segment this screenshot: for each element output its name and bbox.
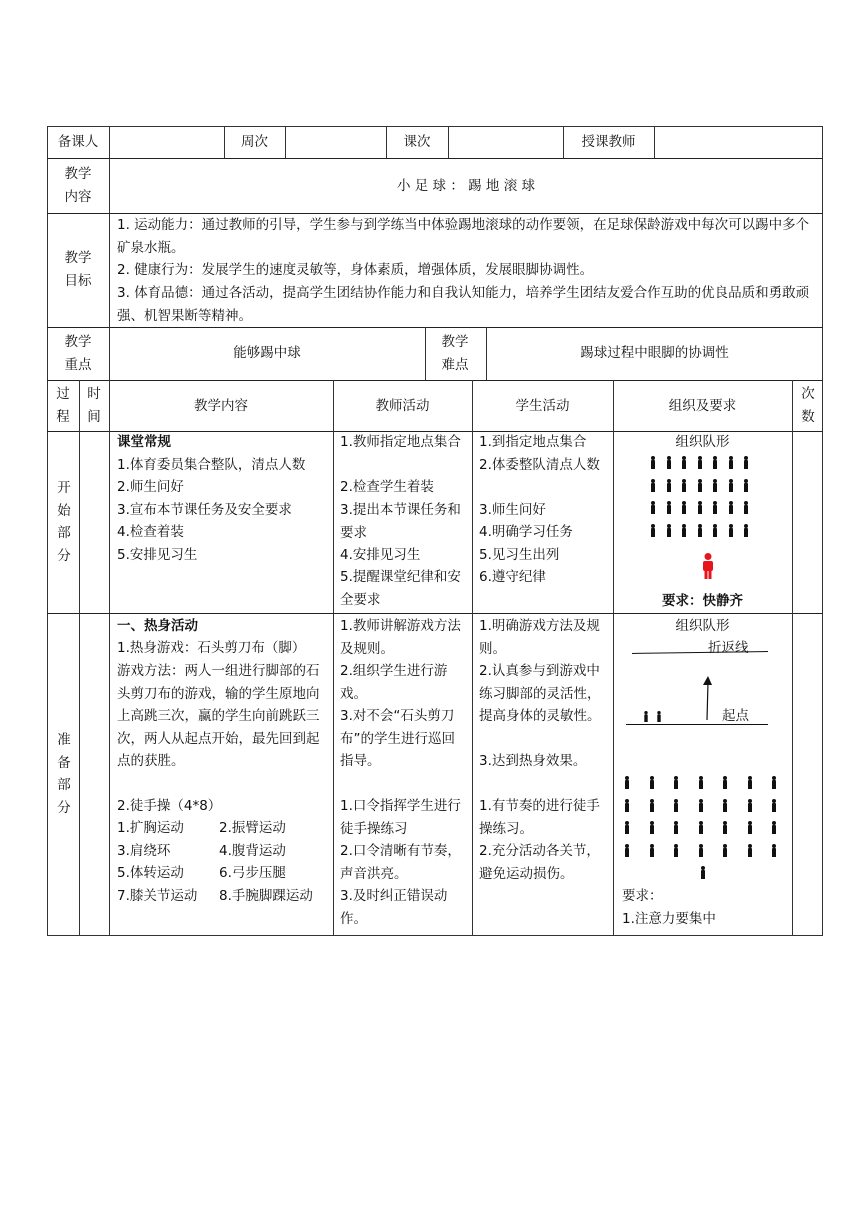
start-line-label: 起点 (722, 708, 749, 724)
student-person-icon (712, 479, 718, 492)
prep-formation (624, 776, 784, 886)
student-person-icon (771, 821, 777, 834)
student-person-icon (698, 821, 704, 834)
start-student-item: 1.到指定地点集合 (479, 434, 587, 450)
student-person-icon (712, 501, 718, 514)
prep-teacher-item: 1.口令指挥学生进行徒手操练习 (340, 798, 461, 837)
teacher-label: 授课教师 (581, 134, 636, 150)
content-label: 教学内容 (64, 166, 92, 205)
start-teacher-item: 1.教师指定地点集合 (340, 434, 461, 450)
session-label: 课次 (403, 134, 431, 150)
student-person-icon (666, 456, 672, 469)
student-person-icon (697, 524, 703, 537)
student-person-icon (728, 479, 734, 492)
start-content-title: 课堂常规 (117, 434, 171, 450)
start-org-title: 组织队形 (675, 434, 730, 450)
col-time: 时间 (87, 386, 101, 425)
exercise-item: 2.振臂运动 (219, 820, 286, 836)
student-person-icon (666, 524, 672, 537)
student-person-icon (771, 799, 777, 812)
col-student: 学生活动 (515, 398, 570, 414)
student-person-icon (666, 479, 672, 492)
exercise-item: 7.膝关节运动 (117, 888, 198, 904)
prep-teacher-item: 3.对不会“石头剪刀布”的学生进行巡回指导。 (340, 708, 455, 769)
exercise-item: 5.体转运动 (117, 865, 184, 881)
turn-line-label: 折返线 (708, 640, 749, 656)
student-person-icon (712, 456, 718, 469)
student-person-icon (747, 844, 753, 857)
student-person-icon (728, 524, 734, 537)
prep-exercise-title: 2.徒手操（4*8） (117, 798, 222, 814)
start-teacher-item: 5.提醒课堂纪律和安全要求 (340, 569, 461, 608)
prep-student-item: 2.认真参与到游戏中练习脚部的灵活性，提高身体的灵敏性。 (479, 663, 601, 724)
student-person-icon (650, 456, 656, 469)
student-person-icon (650, 524, 656, 537)
start-teacher-item: 3.提出本节课任务和要求 (340, 502, 461, 541)
student-person-icon (681, 456, 687, 469)
key-point-text: 能够踢中球 (233, 345, 301, 361)
prep-org-title: 组织队形 (675, 618, 730, 634)
exercise-item: 3.肩绕环 (117, 843, 171, 859)
objective-item: 3. 体育品德：通过各活动，提高学生团结协作能力和自我认知能力，培养学生团结友爱合作互助的优良品质和勇敢顽强、机智果断等精神。 (117, 285, 810, 324)
col-content: 教学内容 (194, 398, 248, 414)
objective-item: 2. 健康行为：发展学生的速度灵敏等，身体素质，增强体质，发展眼脚协调性。 (117, 262, 594, 278)
col-count: 次数 (801, 386, 815, 425)
start-content-item: 3.宣布本节课任务及安全要求 (117, 502, 292, 518)
student-person-icon (624, 799, 630, 812)
prep-requirement-item: 1.注意力要集中 (622, 911, 716, 927)
student-person-icon (743, 524, 749, 537)
student-person-icon (712, 524, 718, 537)
objective-item: 1. 运动能力：通过教师的引导，学生参与到学练当中体验踢地滚球的动作要领，在足球保龄游戏中每次可以踢中多个矿泉水瓶。 (117, 217, 810, 256)
student-person-icon (698, 844, 704, 857)
col-teacher: 教师活动 (375, 398, 430, 414)
student-person-icon (643, 711, 648, 722)
student-person-icon (747, 821, 753, 834)
prep-teacher-item: 3.及时纠正错误动作。 (340, 888, 448, 927)
start-content-item: 4.检查着装 (117, 524, 184, 540)
difficulty-text: 踢球过程中眼脚的协调性 (580, 345, 729, 361)
student-person-icon (649, 821, 655, 834)
start-content-item: 1.体育委员集合整队，清点人数 (117, 457, 306, 473)
start-formation (650, 456, 760, 546)
start-content-item: 5.安排见习生 (117, 547, 198, 563)
prep-requirement-title: 要求： (622, 888, 663, 904)
start-student-item: 2.体委整队清点人数 (479, 457, 600, 473)
start-section-label: 开始部分 (57, 480, 71, 564)
student-person-icon (728, 501, 734, 514)
student-person-icon (673, 776, 679, 789)
week-label: 周次 (241, 134, 268, 150)
student-person-icon (673, 799, 679, 812)
student-person-icon (673, 821, 679, 834)
col-process: 过程 (56, 386, 70, 425)
student-person-icon (698, 776, 704, 789)
teacher-person-icon (702, 553, 714, 579)
student-person-icon (649, 776, 655, 789)
prep-teacher-item: 1.教师讲解游戏方法及规则。 (340, 618, 461, 657)
student-person-icon (624, 844, 630, 857)
difficulty-label: 教学难点 (441, 334, 469, 373)
start-student-item: 5.见习生出列 (479, 547, 560, 563)
student-person-icon (722, 844, 728, 857)
content-text: 小 足 球 ： 踢 地 滚 球 (396, 178, 536, 194)
student-person-icon (722, 821, 728, 834)
student-person-icon (649, 844, 655, 857)
prep-student-item: 1.有节奏的进行徒手操练习。 (479, 798, 600, 837)
exercise-item: 8.手腕脚踝运动 (219, 888, 313, 904)
student-person-icon (697, 479, 703, 492)
exercise-item: 1.扩胸运动 (117, 820, 184, 836)
student-person-icon (771, 776, 777, 789)
prep-teacher-item: 2.口令清晰有节奏，声音洪亮。 (340, 843, 461, 882)
student-person-icon (673, 844, 679, 857)
student-person-icon (681, 524, 687, 537)
col-organization: 组织及要求 (668, 398, 737, 414)
student-person-icon (666, 501, 672, 514)
prep-student-item: 2.充分活动各关节，避免运动损伤。 (479, 843, 600, 882)
prep-section-label: 准备部分 (57, 732, 71, 816)
student-person-icon (681, 479, 687, 492)
student-person-icon (743, 501, 749, 514)
student-person-icon (650, 501, 656, 514)
prep-student-item: 3.达到热身效果。 (479, 753, 587, 769)
student-person-icon (722, 776, 728, 789)
student-person-icon (728, 456, 734, 469)
student-person-icon (649, 799, 655, 812)
key-point-label: 教学重点 (64, 334, 92, 373)
student-person-icon (747, 776, 753, 789)
student-person-icon (743, 479, 749, 492)
start-student-item: 6.遵守纪律 (479, 569, 546, 585)
lesson-planner-label: 备课人 (57, 134, 99, 150)
student-person-icon (697, 456, 703, 469)
start-teacher-item: 4.安排见习生 (340, 547, 421, 563)
prep-game-line: 1.热身游戏：石头剪刀布（脚） (117, 640, 306, 656)
start-content-item: 2.师生问好 (117, 479, 184, 495)
start-student-item: 3.师生问好 (479, 502, 546, 518)
start-teacher-item: 2.检查学生着装 (340, 479, 434, 495)
student-person-icon (681, 501, 687, 514)
student-person-icon (722, 799, 728, 812)
start-student-item: 4.明确学习任务 (479, 524, 573, 540)
student-person-icon (697, 501, 703, 514)
student-person-icon (698, 799, 704, 812)
exercise-item: 6.弓步压腿 (219, 865, 286, 881)
prep-content-title: 一、热身活动 (117, 618, 198, 634)
leader-person-icon (700, 866, 706, 879)
start-org-requirement: 要求：快静齐 (662, 593, 743, 609)
student-person-icon (624, 776, 630, 789)
student-person-icon (743, 456, 749, 469)
objectives-label: 教学目标 (64, 250, 92, 289)
up-arrow-icon (700, 676, 716, 722)
exercise-item: 4.腹背运动 (219, 843, 286, 859)
student-person-icon (747, 799, 753, 812)
student-person-icon (624, 821, 630, 834)
prep-teacher-item: 2.组织学生进行游戏。 (340, 663, 448, 702)
student-person-icon (650, 479, 656, 492)
student-person-icon (656, 711, 661, 722)
prep-game-line: 游戏方法：两人一组进行脚部的石头剪刀布的游戏，输的学生原地向上高跳三次，赢的学生向前跳跃三次，两人从起点开始，最先回到起点的获胜。 (117, 663, 320, 769)
student-person-icon (771, 844, 777, 857)
prep-student-item: 1.明确游戏方法及规则。 (479, 618, 600, 657)
